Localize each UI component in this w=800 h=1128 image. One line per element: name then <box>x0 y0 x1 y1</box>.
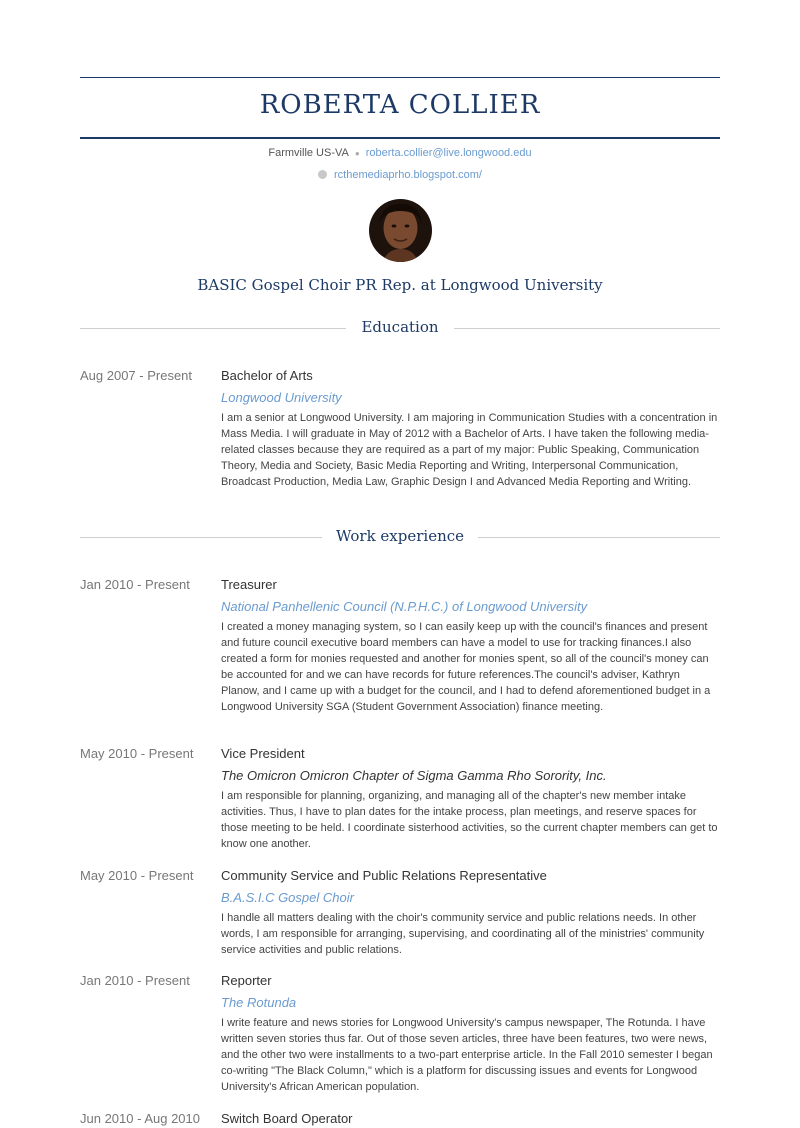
organization: National Panhellenic Council (N.P.H.C.) of Longwood University <box>221 599 588 614</box>
entry-description: I am a senior at Longwood University. I am majoring in Communication Studies with a concentration in Mass Media. I will graduate in May of 2012 with a Bachelor of Arts. I have taken the following media-related classes because they are required as a part of my major: Public Speaking, Communication Theory, Media and Society, Basic Media Reporting and Writing, Interpersonal Communication, Broadcast Production, Media Law, Graphic Design I and Advanced Media Reporting and Writing. <box>221 412 718 488</box>
globe-icon <box>318 170 327 179</box>
candidate-name: ROBERTA COLLIER <box>259 90 541 120</box>
entry-date: Jan 2010 - Present <box>80 973 190 988</box>
entry-date: Aug 2007 - Present <box>80 368 193 383</box>
contact-row <box>0 147 800 159</box>
divider-line <box>454 328 720 329</box>
headline: BASIC Gospel Choir PR Rep. at Longwood University <box>197 276 603 294</box>
website-link[interactable]: rcthemediaprho.blogspot.com/ <box>334 169 482 181</box>
work-title: Work experience <box>335 527 465 545</box>
entry-date: May 2010 - Present <box>80 868 194 883</box>
entry-date: May 2010 - Present <box>80 746 194 761</box>
entry-description: I am responsible for planning, organizing, and managing all of the chapter's new member intake activities. Thus, I have to plan dates for the intake process, plan meetings, and reserve spaces for those meeting to be held. I coordinate sisterhood activities, so the current chapter members can get to know one another. <box>221 790 718 850</box>
education-header <box>80 318 720 338</box>
entry-date: Jun 2010 - Aug 2010 <box>80 1111 200 1126</box>
job-title: Switch Board Operator <box>221 1111 353 1126</box>
entry-description: I write feature and news stories for Longwood University's campus newspaper, The Rotunda. I have written seven stories thus far. Out of those seven articles, three have been features, two were news, and the other two were installments to a two-part enterprise article. In the Fall 2010 semester I began co-writing "The Black Column," which is a platform for discussing issues and events for Longwood University's African American population. <box>221 1017 713 1093</box>
degree: Bachelor of Arts <box>221 368 313 383</box>
job-title: Reporter <box>221 973 272 988</box>
entry-description: I handle all matters dealing with the choir's community service and public relations needs. In other words, I am responsible for arranging, supervising, and coordinating all of the ministries' community service activities and public relations. <box>221 912 705 956</box>
email-link[interactable]: roberta.collier@live.longwood.edu <box>365 147 532 159</box>
entry-date: Jan 2010 - Present <box>80 577 190 592</box>
organization: The Omicron Omicron Chapter of Sigma Gamma Rho Sorority, Inc. <box>221 768 607 783</box>
job-title: Vice President <box>221 746 305 761</box>
separator-dot-icon: ● <box>354 148 360 158</box>
website-row <box>0 169 800 181</box>
education-title: Education <box>361 318 439 336</box>
school-name: Longwood University <box>221 390 342 405</box>
entry-description: I created a money managing system, so I can easily keep up with the council's finances and present and future council executive board members can have a model to use for tracking finances.I also created a form for monies requested and another for monies spent, so all of the council's money can be accounted for and we can have records for future references.The council's adviser, Kathryn Planow, and I came up with a budget for the council, and I had to defend aforementioned budget in a Longwood University SGA (Student Government Association) finance meeting. <box>221 621 711 713</box>
organization: The Rotunda <box>221 995 297 1010</box>
top-divider <box>80 77 720 78</box>
job-title: Treasurer <box>221 577 277 592</box>
divider-line <box>478 537 720 538</box>
avatar <box>369 199 432 262</box>
organization: B.A.S.I.C Gospel Choir <box>221 890 354 905</box>
job-title: Community Service and Public Relations Representative <box>221 868 547 883</box>
work-header <box>80 527 720 547</box>
location-text: Farmville US-VA <box>268 147 349 159</box>
name-divider <box>80 137 720 139</box>
